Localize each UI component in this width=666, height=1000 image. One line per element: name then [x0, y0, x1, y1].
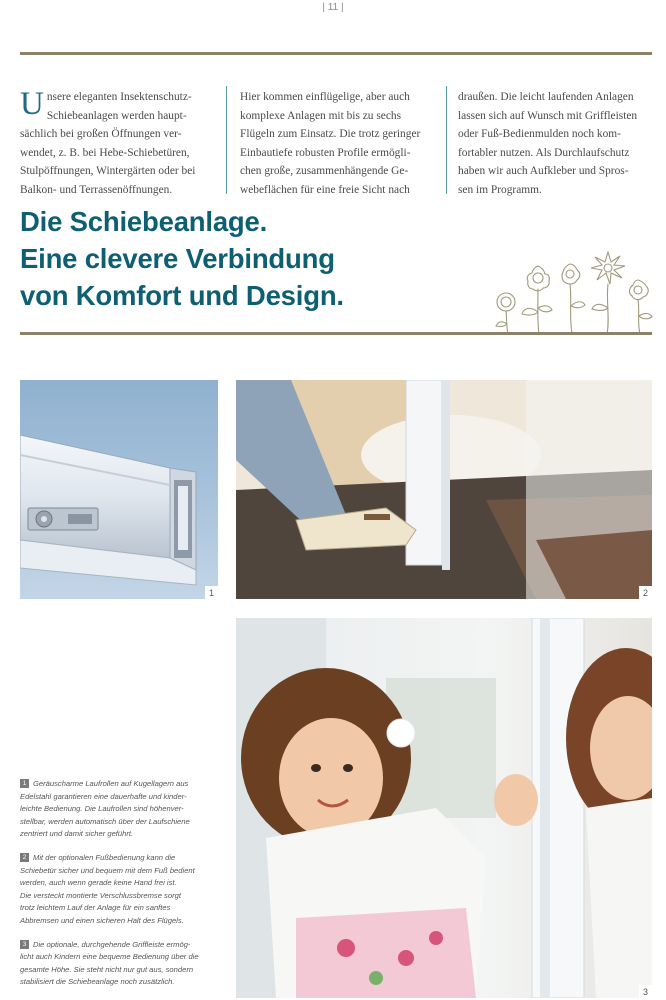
intro-column-3: draußen. Die leicht laufenden Anlagen lassen sich auf Wunsch mit Griffleisten oder Fuß-Bedienmulden noch kom- fortabler nutzen. Als Durchlaufschutz haben wir auch Aufkleber und Spros- sen im Programm.: [458, 91, 638, 196]
photo-rail-profile: [20, 380, 218, 599]
column-separator: [446, 86, 447, 194]
caption-number: 1: [20, 779, 29, 788]
top-rule: [20, 52, 652, 55]
caption-number: 2: [20, 853, 29, 862]
caption-text: Geräuscharme Laufrollen auf Kugellagern aus Edelstahl garantieren eine dauerhafte und kinder- leichte Bedienung. Die Laufrollen sind höhenver- stellbar, werden automatisch über der Laufschiene zentriert und damit sicher geführt.: [20, 779, 190, 839]
column-separator: [226, 86, 227, 194]
photo-number-2: 2: [639, 586, 652, 599]
caption-3: [20, 939, 212, 989]
child-grip-bar-illustration: [236, 618, 652, 998]
intro-column-2: Hier kommen einflügelige, aber auch komplexe Anlagen mit bis zu sechs Flügeln zum Einsatz. Die trotz geringer Einbautiefe robusten Profile ermögli- chen große, zusammenhängende Ge- webeflächen für eine freie Sicht nach: [240, 91, 421, 196]
dropcap: U: [20, 86, 44, 122]
headline: Die Schiebeanlage. Eine clevere Verbindung von Komfort und Design.: [20, 206, 344, 311]
caption-text: Die optionale, durchgehende Griffleiste ermög- licht auch Kindern eine bequeme Bedienung über die gesamte Höhe. Sie steht nicht nur gut aus, sondern stabilisiert die Schiebeanlage noch zusätzlich.: [20, 939, 199, 987]
caption-1: [20, 778, 212, 841]
caption-number: 3: [20, 940, 29, 949]
photo-number-1: 1: [205, 586, 218, 599]
intro-column-1: [20, 88, 220, 200]
photo-captions: [20, 778, 212, 1000]
page-number: | 11 |: [322, 2, 344, 13]
rail-profile-illustration: [20, 380, 218, 599]
photo-foot-operation: [236, 380, 652, 599]
caption-text: Mit der optionalen Fußbedienung kann die Schiebetür sicher und bequem mit dem Fuß bedient werden, auch wenn gerade keine Hand frei ist. Die versteckt montierte Verschlussbremse sorgt trotz leichtem Lauf der Anlage für ein sanftes Abbremsen und einen sicheren Halt des Flügels.: [20, 852, 195, 925]
headline-rule: [20, 332, 652, 335]
intro-column-1-text: nsere eleganten Insektenschutz- Schiebeanlagen werden haupt- sächlich bei großen Öffnungen ver- wendet, z. B. bei Hebe-Schiebetüren, Stulpöffnungen, Wintergärten oder bei Balkon- und Terrassenöffnungen.: [20, 91, 196, 196]
caption-2: [20, 852, 212, 928]
photo-number-3: 3: [639, 985, 652, 998]
foot-operation-illustration: [236, 380, 652, 599]
flower-illustration: [492, 250, 654, 334]
photo-child-grip-bar: [236, 618, 652, 998]
